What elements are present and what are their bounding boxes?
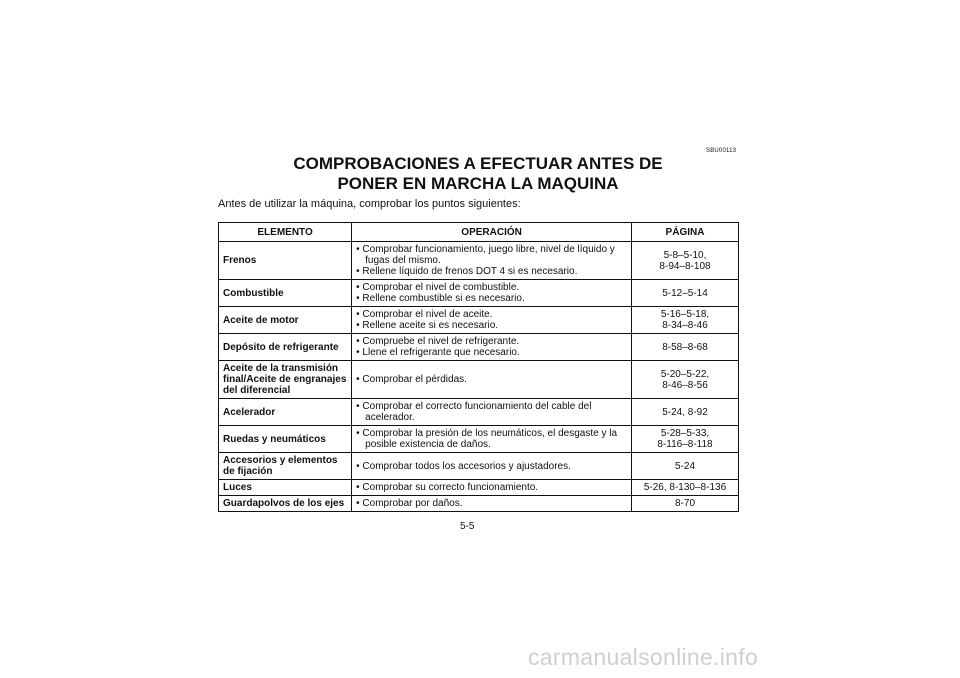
title-line-1: COMPROBACIONES A EFECTUAR ANTES DE bbox=[293, 154, 663, 173]
row-operations bbox=[352, 480, 632, 496]
row-operations bbox=[352, 496, 632, 512]
row-operations bbox=[352, 361, 632, 399]
operation-item: • Comprobar el nivel de aceite. bbox=[356, 309, 493, 320]
checklist-table bbox=[218, 222, 739, 512]
page-ref: 5-24, 8-92 bbox=[662, 406, 708, 418]
row-operations bbox=[352, 334, 632, 361]
operation-item: • Compruebe el nivel de refrigerante. bbox=[356, 336, 520, 347]
table-row bbox=[219, 399, 739, 426]
row-element: Combustible bbox=[219, 280, 352, 307]
operation-item: • Comprobar el nivel de combustible. bbox=[356, 282, 520, 293]
row-element: Aceite de motor bbox=[219, 307, 352, 334]
table-row bbox=[219, 307, 739, 334]
operation-item: • Comprobar todos los accesorios y ajustadores. bbox=[356, 460, 571, 472]
operation-item: • Comprobar la presión de los neumáticos, el desgaste y la posible existencia de daños. bbox=[356, 428, 618, 450]
operation-item: • Comprobar por daños. bbox=[356, 498, 463, 509]
table-row bbox=[219, 242, 739, 280]
row-page bbox=[632, 280, 739, 307]
row-page bbox=[632, 242, 739, 280]
watermark-text: carmanualsonline.info bbox=[528, 644, 759, 670]
title-line-2: PONER EN MARCHA LA MAQUINA bbox=[337, 174, 619, 193]
table-row bbox=[219, 361, 739, 399]
page-number: 5-5 bbox=[460, 521, 475, 532]
header-page: PÁGINA bbox=[632, 223, 739, 242]
row-element: Aceite de la transmisión final/Aceite de engranajes del diferencial bbox=[219, 361, 352, 399]
page-ref: 5-20–5-22, 8-46–8-56 bbox=[660, 368, 710, 391]
header-operation: OPERACIÓN bbox=[352, 223, 632, 242]
row-page bbox=[632, 453, 739, 480]
row-page bbox=[632, 361, 739, 399]
row-page bbox=[632, 399, 739, 426]
row-page bbox=[632, 334, 739, 361]
operation-item: • Comprobar su correcto funcionamiento. bbox=[356, 482, 539, 493]
page-title bbox=[218, 154, 738, 194]
intro-text: Antes de utilizar la máquina, comprobar los puntos siguientes: bbox=[218, 198, 521, 210]
page-ref: 5-26, 8-130–8-136 bbox=[643, 482, 727, 493]
page-ref: 5-8–5-10, 8-94–8-108 bbox=[659, 249, 711, 272]
document-code: SBU00113 bbox=[706, 148, 737, 154]
row-operations bbox=[352, 242, 632, 280]
operation-item: • Rellene combustible si es necesario. bbox=[356, 293, 525, 304]
operation-item: • Comprobar el correcto funcionamiento del cable del acelerador. bbox=[356, 401, 592, 423]
row-page bbox=[632, 307, 739, 334]
row-element: Luces bbox=[219, 480, 352, 496]
table-header-row bbox=[219, 223, 739, 242]
page-ref: 5-16–5-18, 8-34–8-46 bbox=[660, 309, 710, 331]
row-element: Acelerador bbox=[219, 399, 352, 426]
page-ref: 5-28–5-33, 8-116–8-118 bbox=[657, 428, 713, 450]
row-element: Accesorios y elementos de fijación bbox=[219, 453, 352, 480]
table-row bbox=[219, 334, 739, 361]
operation-item: • Comprobar el pérdidas. bbox=[356, 374, 467, 385]
operation-item: • Llene el refrigerante que necesario. bbox=[356, 347, 520, 358]
row-element: Guardapolvos de los ejes bbox=[219, 496, 352, 512]
row-page bbox=[632, 480, 739, 496]
table-row bbox=[219, 496, 739, 512]
operation-item: • Rellene líquido de frenos DOT 4 si es necesario. bbox=[356, 266, 578, 277]
page-ref: 5-24 bbox=[674, 460, 695, 472]
table-row bbox=[219, 280, 739, 307]
row-operations bbox=[352, 280, 632, 307]
row-element: Depósito de refrigerante bbox=[219, 334, 352, 361]
page-ref: 8-58–8-68 bbox=[662, 341, 708, 353]
header-element: ELEMENTO bbox=[219, 223, 352, 242]
page-ref: 5-12–5-14 bbox=[662, 287, 708, 299]
row-page bbox=[632, 496, 739, 512]
row-operations bbox=[352, 426, 632, 453]
table-row bbox=[219, 453, 739, 480]
operation-item: • Rellene aceite si es necesario. bbox=[356, 320, 499, 331]
operation-item: • Comprobar funcionamiento, juego libre, nivel de líquido y fugas del mismo. bbox=[356, 244, 615, 266]
row-operations bbox=[352, 453, 632, 480]
row-operations bbox=[352, 307, 632, 334]
table-row bbox=[219, 426, 739, 453]
table-row bbox=[219, 480, 739, 496]
row-operations bbox=[352, 399, 632, 426]
row-element: Ruedas y neumáticos bbox=[219, 426, 352, 453]
page-ref: 8-70 bbox=[674, 498, 695, 509]
row-element: Frenos bbox=[219, 242, 352, 280]
row-page bbox=[632, 426, 739, 453]
